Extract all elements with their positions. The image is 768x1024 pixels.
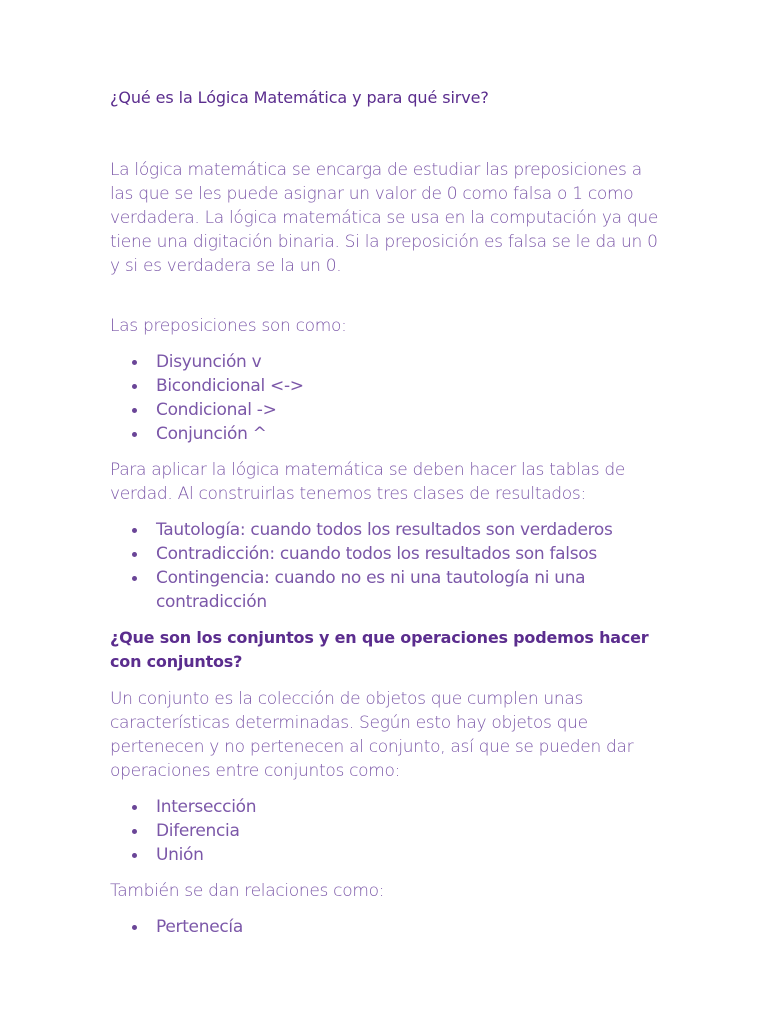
bullet-icon bbox=[132, 360, 137, 365]
paragraph-logica-definicion: La lógica matemática se encarga de estudiar las preposiciones a las que se les puede asignar un valor de 0 como falsa o 1 como verdadera. La lógica matemática se usa en la computación ya que tiene una digitación binaria. Si la preposición es falsa se le da un 0 y si es verdadera se la un 0. bbox=[110, 160, 658, 276]
list-item bbox=[110, 915, 670, 939]
list-item-label: Tautología: cuando todos los resultados son verdaderos bbox=[156, 520, 613, 540]
list-item bbox=[110, 374, 670, 398]
list-item bbox=[110, 350, 670, 374]
list-resultados bbox=[110, 518, 670, 614]
list-item-label: Contradicción: cuando todos los resultados son falsos bbox=[156, 544, 597, 564]
list-item bbox=[110, 795, 670, 819]
list-item bbox=[110, 819, 670, 843]
list-relaciones bbox=[110, 915, 670, 939]
list-item-label: Contingencia: cuando no es ni una tautología ni una contradicción bbox=[156, 568, 586, 612]
list-preposiciones bbox=[110, 350, 670, 446]
paragraph-conjuntos-definicion: Un conjunto es la colección de objetos que cumplen unas características determinadas. Según esto hay objetos que pertenecen y no pertenecen al conjunto, así que se pueden dar operaciones entre conjuntos como: bbox=[110, 689, 634, 781]
list-item bbox=[110, 843, 670, 867]
list-item-label: Disyunción v bbox=[156, 352, 262, 372]
heading-logica-matematica: ¿Qué es la Lógica Matemática y para qué sirve? bbox=[110, 88, 489, 107]
list-item bbox=[110, 566, 670, 614]
bullet-icon bbox=[132, 925, 137, 930]
list-item-label: Conjunción ^ bbox=[156, 424, 267, 444]
list-item bbox=[110, 518, 670, 542]
paragraph-relaciones: También se dan relaciones como: bbox=[110, 881, 385, 901]
list-item-label: Condicional -> bbox=[156, 400, 277, 420]
bullet-icon bbox=[132, 853, 137, 858]
list-item-label: Pertenecía bbox=[156, 917, 243, 937]
list-item-label: Diferencia bbox=[156, 821, 240, 841]
list-item-label: Intersección bbox=[156, 797, 257, 817]
bullet-icon bbox=[132, 384, 137, 389]
bullet-icon bbox=[132, 528, 137, 533]
list-item bbox=[110, 542, 670, 566]
bullet-icon bbox=[132, 576, 137, 581]
list-item-label: Bicondicional <-> bbox=[156, 376, 304, 396]
bullet-icon bbox=[132, 552, 137, 557]
heading-conjuntos: ¿Que son los conjuntos y en que operaciones podemos hacer con conjuntos? bbox=[110, 628, 649, 671]
list-item bbox=[110, 422, 670, 446]
bullet-icon bbox=[132, 408, 137, 413]
paragraph-preposiciones-intro: Las preposiciones son como: bbox=[110, 316, 347, 336]
bullet-icon bbox=[132, 805, 137, 810]
bullet-icon bbox=[132, 432, 137, 437]
paragraph-tablas-verdad: Para aplicar la lógica matemática se deben hacer las tablas de verdad. Al construirlas tenemos tres clases de resultados: bbox=[110, 460, 626, 504]
list-item bbox=[110, 398, 670, 422]
list-item-label: Unión bbox=[156, 845, 204, 865]
list-operaciones bbox=[110, 795, 670, 867]
bullet-icon bbox=[132, 829, 137, 834]
